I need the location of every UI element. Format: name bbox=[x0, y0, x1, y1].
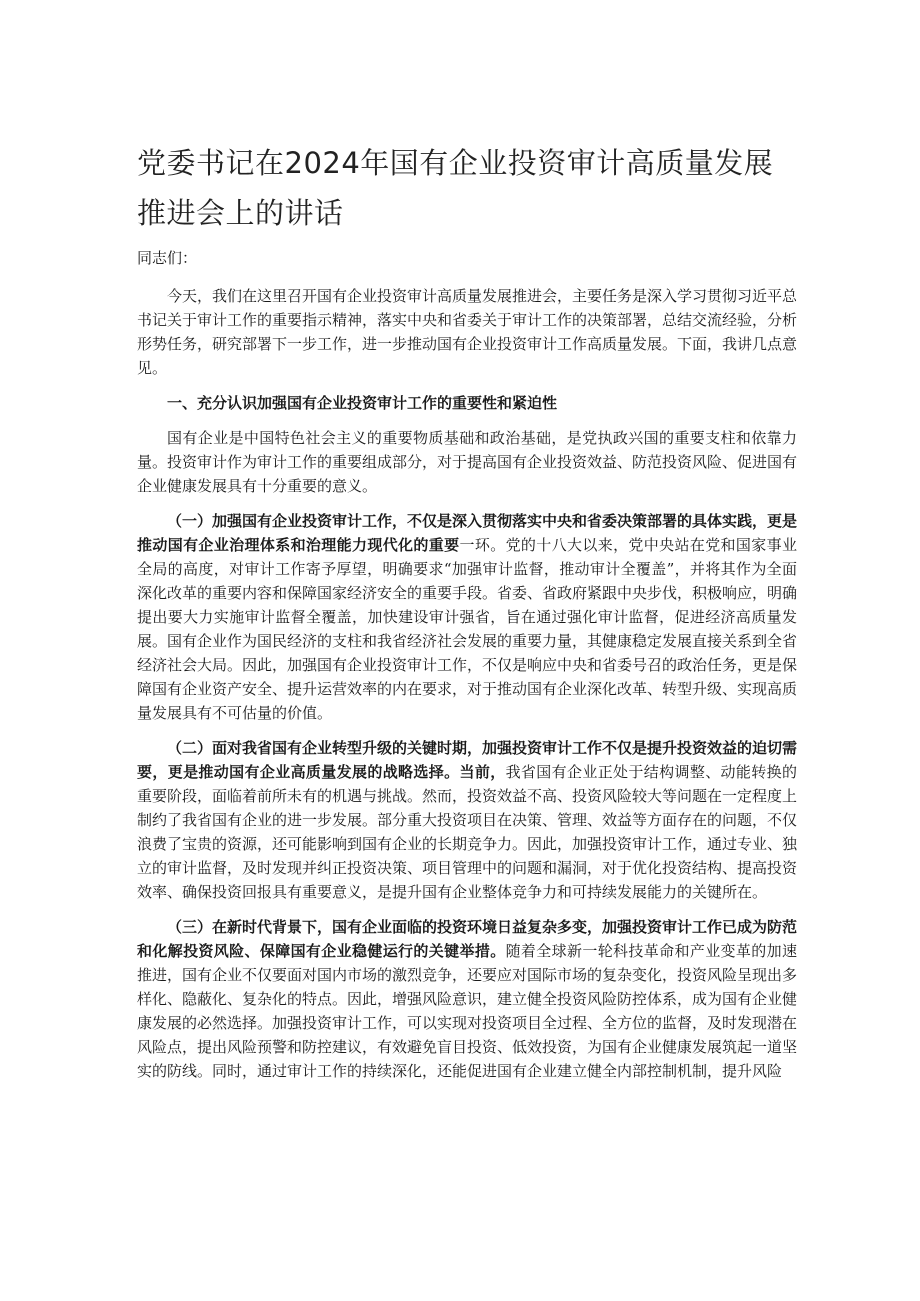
point-2-text: 我省国有企业正处于结构调整、动能转换的重要阶段，面临着前所未有的机遇与挑战。然而，投资效益不高、投资风险较大等问题在一定程度上制约了我省国有企业的进一步发展。部分重大投资项目在决策、管理、效益等方面存在的问题，不仅浪费了宝贵的资源，还可能影响到国有企业的长期竞争力。因此，加强投资审计工作，通过专业、独立的审计监督，及时发现并纠正投资决策、项目管理中的问题和漏洞，对于优化投资结构、提高投资效率、确保投资回报具有重要意义，是提升国有企业整体竞争力和可持续发展能力的关键所在。 bbox=[137, 763, 798, 901]
section-heading-1: 一、充分认识加强国有企业投资审计工作的重要性和紧迫性 bbox=[167, 394, 558, 412]
point-2-lead: （二）面对我省国有企业转型升级的关键时期，加强投资审计工作不仅是提升投资效益的迫切需要，更是推动国有企业高质量发展的战略选择。当前， bbox=[137, 739, 798, 781]
document-page bbox=[137, 138, 797, 1094]
point-3-text: 随着全球新一轮科技革命和产业变革的加速推进，国有企业不仅要面对国内市场的激烈竞争，还要应对国际市场的复杂变化，投资风险呈现出多样化、隐蔽化、复杂化的特点。因此，增强风险意识，建立健全投资风险防控体系，成为国有企业健康发展的必然选择。加强投资审计工作，可以实现对投资项目全过程、全方位的监督，及时发现潜在风险点，提出风险预警和防控建议，有效避免盲目投资、低效投资，为国有企业健康发展筑起一道坚实的防线。同时，通过审计工作的持续深化，还能促进国有企业建立健全内部控制机制，提升风险 bbox=[137, 942, 798, 1080]
intro-paragraph: 今天，我们在这里召开国有企业投资审计高质量发展推进会，主要任务是深入学习贯彻习近平总书记关于审计工作的重要指示精神，落实中央和省委关于审计工作的决策部署，总结交流经验，分析形势任务，研究部署下一步工作，进一步推动国有企业投资审计工作高质量发展。下面，我讲几点意见。 bbox=[137, 287, 798, 377]
section-1-paragraph: 国有企业是中国特色社会主义的重要物质基础和政治基础，是党执政兴国的重要支柱和依靠力量。投资审计作为审计工作的重要组成部分，对于提高国有企业投资效益、防范投资风险、促进国有企业健康发展具有十分重要的意义。 bbox=[137, 429, 798, 495]
greeting: 同志们： bbox=[137, 249, 198, 267]
point-3-lead: （三）在新时代背景下，国有企业面临的投资环境日益复杂多变，加强投资审计工作已成为防范和化解投资风险、保障国有企业稳健运行的关键举措。 bbox=[137, 918, 798, 960]
point-3-paragraph bbox=[137, 915, 797, 1083]
point-1-text: 一环。党的十八大以来，党中央站在党和国家事业全局的高度，对审计工作寄予厚望，明确要求“加强审计监督，推动审计全覆盖”，并将其作为全面深化改革的重要内容和保障国家经济安全的重要手段。省委、省政府紧跟中央步伐，积极响应，明确提出要大力实施审计监督全覆盖，加快建设审计强省，旨在通过强化审计监督，促进经济高质量发展。国有企业作为国民经济的支柱和我省经济社会发展的重要力量，其健康稳定发展直接关系到全省经济社会大局。因此，加强国有企业投资审计工作，不仅是响应中央和省委号召的政治任务，更是保障国有企业资产安全、提升运营效率的内在要求，对于推动国有企业深化改革、转型升级、实现高质量发展具有不可估量的价值。 bbox=[137, 536, 798, 722]
point-1-paragraph bbox=[137, 509, 797, 725]
point-1-lead: （一）加强国有企业投资审计工作，不仅是深入贯彻落实中央和省委决策部署的具体实践，更是推动国有企业治理体系和治理能力现代化的重要 bbox=[137, 512, 798, 554]
document-title: 党委书记在2024年国有企业投资审计高质量发展推进会上的讲话 bbox=[137, 146, 774, 230]
point-2-paragraph bbox=[137, 736, 797, 904]
